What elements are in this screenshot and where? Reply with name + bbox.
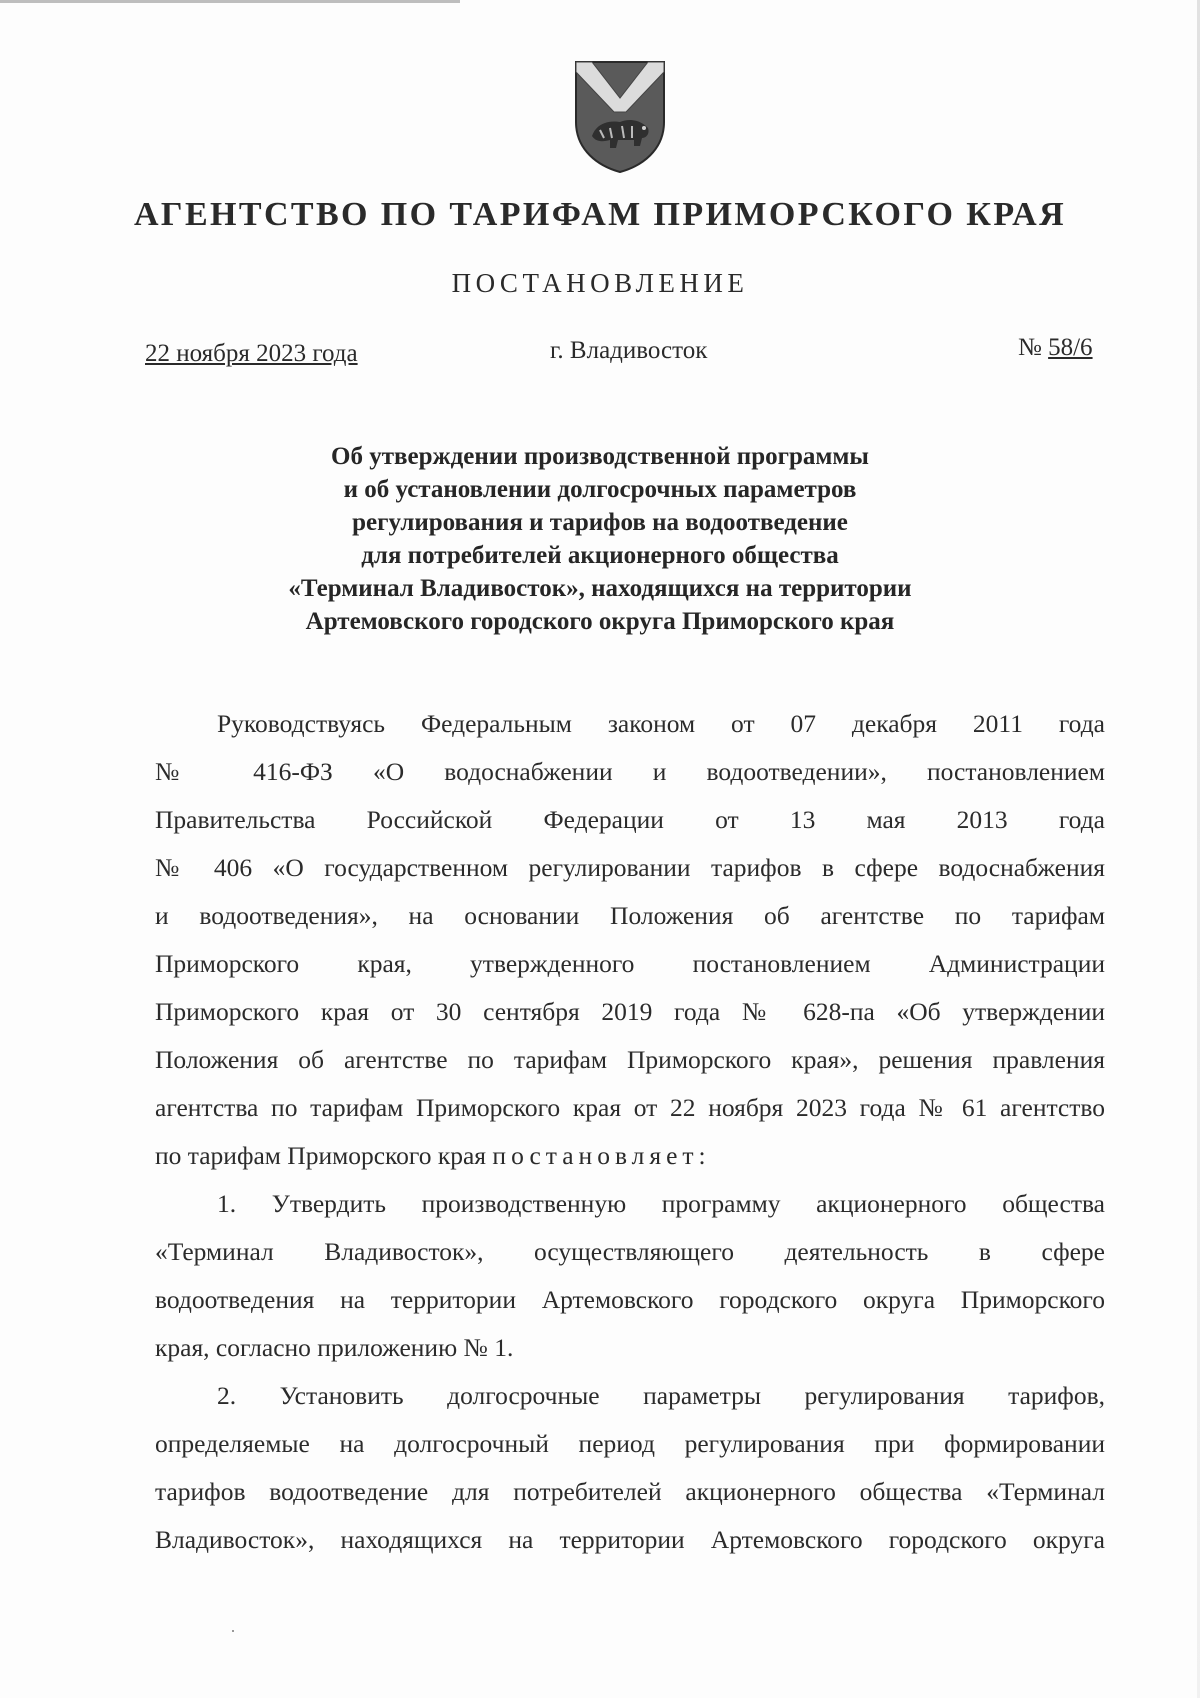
body-line: Правительства Российской Федерации от 13 мая 2013 года xyxy=(155,805,1105,834)
body-line: 2. Установить долгосрочные параметры регулирования тарифов, xyxy=(217,1381,1105,1410)
body-line: № 406 «О государственном регулировании тарифов в сфере водоснабжения xyxy=(155,853,1105,882)
number-prefix: № xyxy=(1018,334,1042,361)
subject-line: Об утверждении производственной программы xyxy=(331,443,869,470)
number-value: 58/6 xyxy=(1048,334,1093,361)
body-line: Положения об агентстве по тарифам Приморского края», решения правления xyxy=(155,1045,1105,1074)
body-line: Приморского края от 30 сентября 2019 года № 628-па «Об утверждении xyxy=(155,997,1105,1026)
document-date: 22 ноября 2023 года xyxy=(145,340,358,367)
subject-line: Артемовского городского округа Приморского края xyxy=(305,608,895,635)
subject-line: и об установлении долгосрочных параметров xyxy=(343,476,857,503)
body-line: Приморского края, утвержденного постановлением Администрации xyxy=(155,949,1105,978)
body-line: «Терминал Владивосток», осуществляющего деятельность в сфере xyxy=(155,1237,1105,1266)
subject-line: «Терминал Владивосток», находящихся на территории xyxy=(288,575,912,602)
body-line: водоотведения на территории Артемовского городского округа Приморского xyxy=(155,1285,1105,1314)
body-line: агентства по тарифам Приморского края от 22 ноября 2023 года № 61 агентство xyxy=(155,1093,1105,1122)
body-line: № 416-ФЗ «О водоснабжении и водоотведении», постановлением xyxy=(155,757,1105,786)
scan-edge-top xyxy=(0,0,460,3)
body-line: тарифов водоотведение для потребителей акционерного общества «Терминал xyxy=(155,1477,1105,1506)
scan-speck xyxy=(232,1630,234,1632)
document-number xyxy=(1018,334,1093,362)
document-city: г. Владивосток xyxy=(550,337,708,364)
body-line: Владивосток», находящихся на территории Артемовского городского округа xyxy=(155,1525,1105,1554)
resolves-word: постановляет: xyxy=(492,1141,711,1170)
body-line: определяемые на долгосрочный период регулирования при формировании xyxy=(155,1429,1105,1458)
body-line: края, согласно приложению № 1. xyxy=(155,1333,514,1362)
body-line: Руководствуясь Федеральным законом от 07 декабря 2011 года xyxy=(217,709,1105,738)
subject-line: для потребителей акционерного общества xyxy=(361,542,839,569)
body-line xyxy=(155,1132,1105,1180)
agency-name: АГЕНТСТВО ПО ТАРИФАМ ПРИМОРСКОГО КРАЯ xyxy=(133,196,1067,233)
primorsky-krai-coat-of-arms-icon xyxy=(570,58,670,174)
body-line: и водоотведения», на основании Положения об агентстве по тарифам xyxy=(155,901,1105,930)
document-type: ПОСТАНОВЛЕНИЕ xyxy=(451,268,749,298)
body-line-text: по тарифам Приморского края xyxy=(155,1141,493,1170)
subject-line: регулирования и тарифов на водоотведение xyxy=(352,509,848,536)
document-subject xyxy=(200,440,1000,638)
document-body xyxy=(155,700,1105,1564)
body-line: 1. Утвердить производственную программу акционерного общества xyxy=(217,1189,1105,1218)
